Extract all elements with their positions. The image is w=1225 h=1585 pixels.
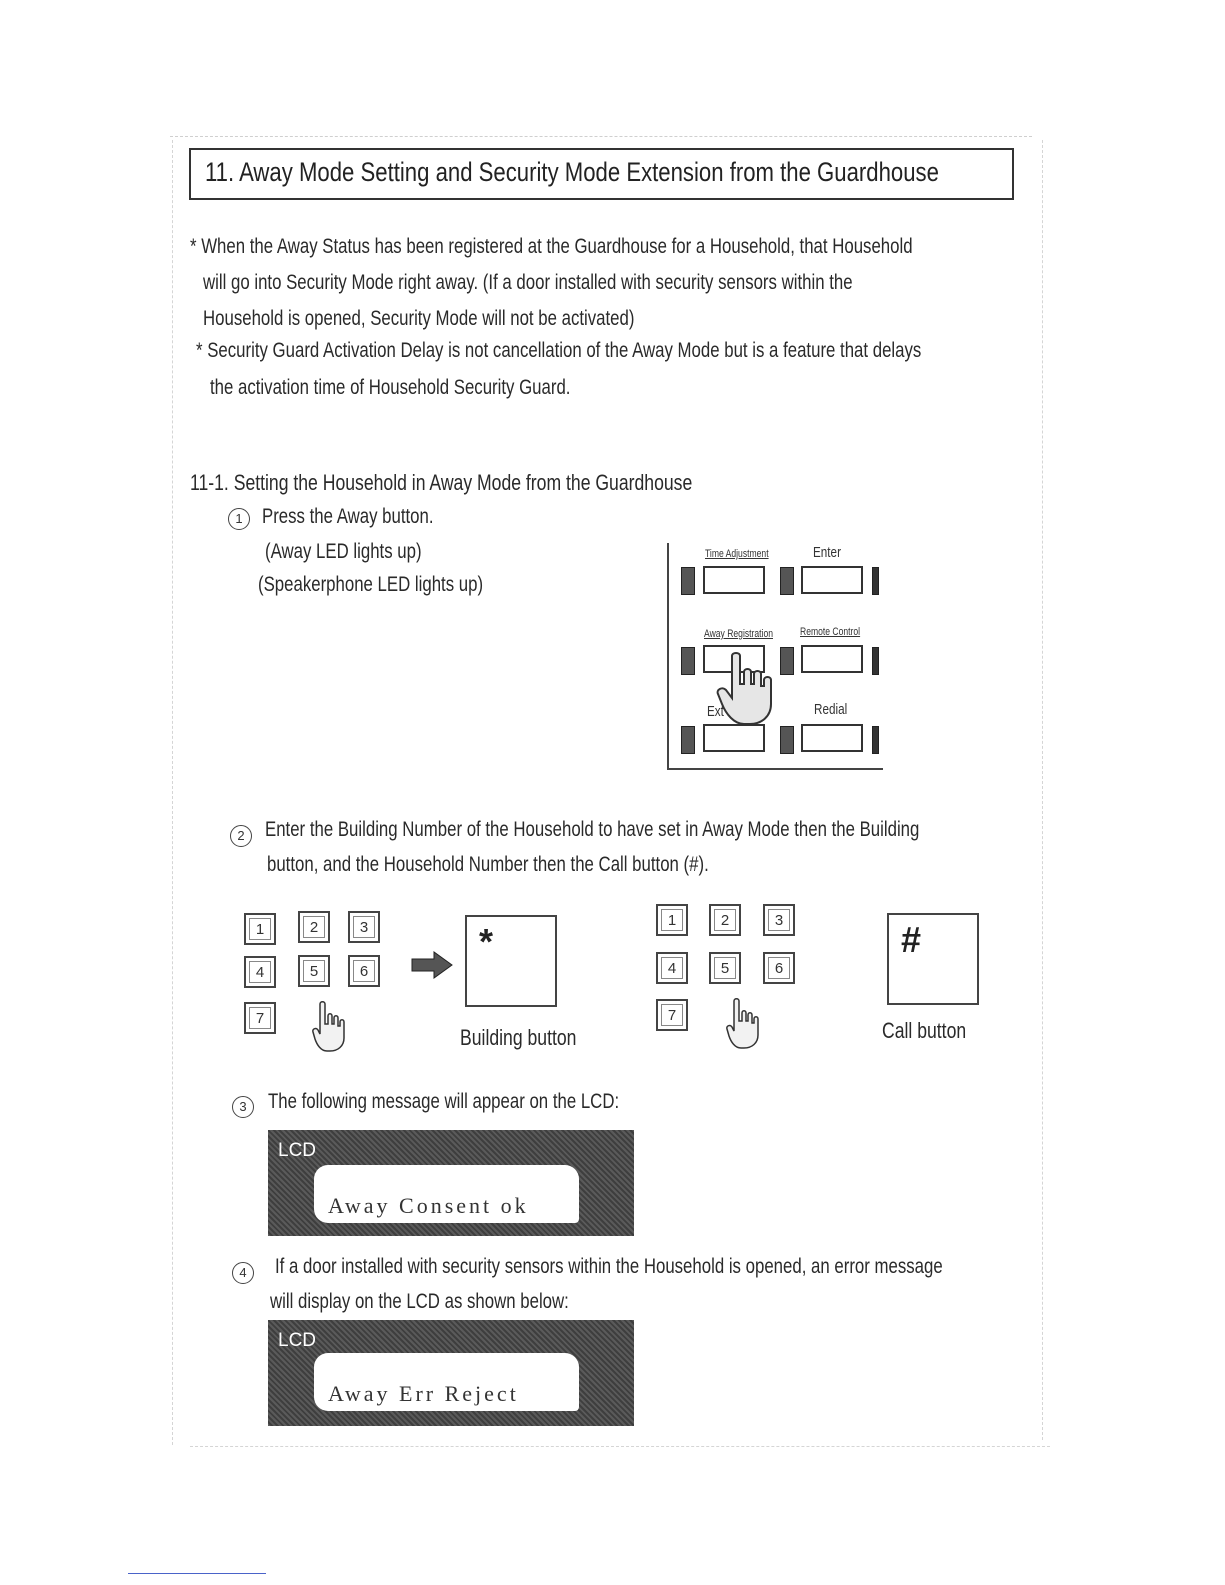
lcd-display-consent xyxy=(268,1130,634,1236)
key-label: 5 xyxy=(714,957,736,979)
step1-line3: (Speakerphone LED lights up) xyxy=(258,573,484,596)
label-remote-control: Remote Control xyxy=(800,626,861,638)
lcd-label: LCD xyxy=(278,1330,317,1351)
label-time-adjustment: Time Adjustment xyxy=(705,548,769,560)
lcd-screen xyxy=(314,1165,579,1223)
frame-line xyxy=(170,136,1032,137)
pointing-hand-icon xyxy=(310,1000,354,1054)
frame-line xyxy=(190,1446,1050,1447)
panel-edge xyxy=(667,543,669,769)
led-indicator xyxy=(872,567,879,595)
call-button-caption: Call button xyxy=(882,1018,967,1043)
lcd-message: Away Err Reject xyxy=(328,1381,519,1406)
key-6[interactable] xyxy=(348,955,380,987)
key-label: 7 xyxy=(249,1007,271,1029)
label-ext: Ext xyxy=(707,703,724,720)
step2-line1: Enter the Building Number of the Household to have set in Away Mode then the Building xyxy=(265,818,920,841)
pointing-hand-icon xyxy=(716,650,796,730)
led-indicator xyxy=(872,647,879,675)
building-button[interactable] xyxy=(465,915,557,1007)
building-button-caption: Building button xyxy=(460,1025,577,1050)
pointing-hand-icon xyxy=(724,997,768,1051)
key-5[interactable] xyxy=(709,952,741,984)
call-button[interactable] xyxy=(887,913,979,1005)
page-title: 11. Away Mode Setting and Security Mode Extension from the Guardhouse xyxy=(205,157,939,187)
remote-control-button[interactable] xyxy=(801,645,863,673)
step4-number: 4 xyxy=(232,1262,254,1284)
lcd-label: LCD xyxy=(278,1140,317,1161)
key-label: 3 xyxy=(353,916,375,938)
key-label: 7 xyxy=(661,1004,683,1026)
lcd-display-error xyxy=(268,1320,634,1426)
key-7[interactable] xyxy=(244,1002,276,1034)
frame-line xyxy=(1042,140,1043,1440)
key-label: 4 xyxy=(249,961,271,983)
step4-line1: If a door installed with security sensors within the Household is opened, an error message xyxy=(275,1255,943,1278)
right-arrow-icon xyxy=(410,950,454,980)
key-7[interactable] xyxy=(656,999,688,1031)
frame-line xyxy=(172,140,173,1445)
lcd-screen xyxy=(314,1353,579,1411)
note1-line3: Household is opened, Security Mode will not be activated) xyxy=(203,307,635,330)
lcd-message: Away Consent ok xyxy=(328,1193,529,1218)
note2-line1: * Security Guard Activation Delay is not cancellation of the Away Mode but is a feature that delays xyxy=(196,339,922,362)
key-label: 5 xyxy=(303,960,325,982)
key-5[interactable] xyxy=(298,955,330,987)
redial-button[interactable] xyxy=(801,724,863,752)
note1-line2: will go into Security Mode right away. (If a door installed with security sensors within the xyxy=(203,271,853,294)
note1-line1: * When the Away Status has been registered at the Guardhouse for a Household, that Household xyxy=(190,235,913,258)
led-indicator xyxy=(681,567,695,595)
led-indicator xyxy=(780,726,794,754)
step2-number: 2 xyxy=(230,825,252,847)
key-1[interactable] xyxy=(656,904,688,936)
key-4[interactable] xyxy=(244,956,276,988)
key-3[interactable] xyxy=(348,911,380,943)
time-adjustment-button[interactable] xyxy=(703,566,765,594)
key-1[interactable] xyxy=(244,913,276,945)
key-label: 3 xyxy=(768,909,790,931)
key-label: 6 xyxy=(768,957,790,979)
key-3[interactable] xyxy=(763,904,795,936)
footer-rule xyxy=(128,1573,266,1574)
note2-line2: the activation time of Household Security Guard. xyxy=(210,376,571,399)
key-4[interactable] xyxy=(656,952,688,984)
key-6[interactable] xyxy=(763,952,795,984)
asterisk-symbol: * xyxy=(479,921,494,962)
key-label: 4 xyxy=(661,957,683,979)
step1-line1: Press the Away button. xyxy=(262,505,434,528)
key-2[interactable] xyxy=(298,911,330,943)
enter-button[interactable] xyxy=(801,566,863,594)
section-heading: 11-1. Setting the Household in Away Mode from the Guardhouse xyxy=(190,470,693,495)
label-enter: Enter xyxy=(813,544,841,561)
led-indicator xyxy=(681,726,695,754)
key-label: 1 xyxy=(661,909,683,931)
led-indicator xyxy=(872,726,879,754)
label-away-registration: Away Registration xyxy=(704,628,773,640)
key-2[interactable] xyxy=(709,904,741,936)
label-redial: Redial xyxy=(814,701,848,718)
step3-number: 3 xyxy=(232,1096,254,1118)
panel-edge xyxy=(667,768,883,770)
led-indicator xyxy=(780,567,794,595)
key-label: 1 xyxy=(249,918,271,940)
hash-symbol: # xyxy=(901,919,922,960)
step4-line2: will display on the LCD as shown below: xyxy=(270,1290,569,1313)
step1-line2: (Away LED lights up) xyxy=(265,540,422,563)
led-indicator xyxy=(681,647,695,675)
key-label: 2 xyxy=(714,909,736,931)
key-label: 6 xyxy=(353,960,375,982)
step2-line2: button, and the Household Number then the Call button (#). xyxy=(267,853,709,876)
step1-number: 1 xyxy=(228,508,250,530)
key-label: 2 xyxy=(303,916,325,938)
step3-text: The following message will appear on the LCD: xyxy=(268,1090,620,1113)
